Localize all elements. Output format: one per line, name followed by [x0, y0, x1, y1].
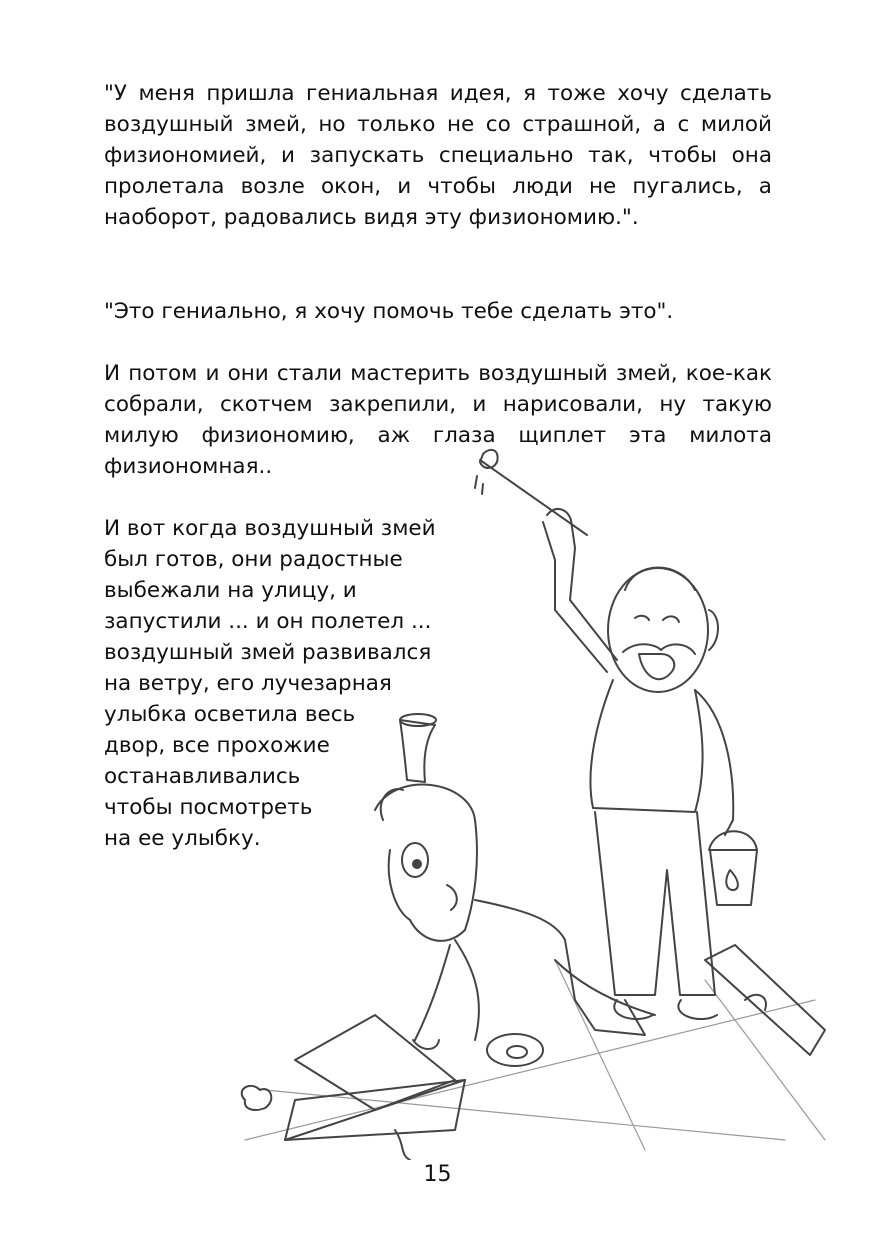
text-line: двор, все прохожие — [104, 733, 330, 758]
text-line: воздушный змей развивался — [104, 640, 432, 665]
paragraph-kite-idea: "У меня пришла гениальная идея, я тоже хочу сделать воздушный змей, но только не со страшной, а с милой физиономией, и запускать специально так, чтобы она пролетала возле окон, и чтобы люди не пугались, а наоборот, радовались видя эту физиономию.". — [104, 81, 772, 230]
text-line: И вот когда воздушный змей — [104, 516, 436, 541]
paragraph-help-reply: "Это гениально, я хочу помочь тебе сделать это". — [104, 299, 674, 324]
painter-man-icon — [543, 509, 757, 1019]
text-line: на ее улыбку. — [104, 826, 261, 851]
text-line: на ветру, его лучезарная — [104, 671, 392, 696]
text-line: запустили ... и он полетел ... — [104, 609, 432, 634]
text-line: выбежали на улицу, и — [104, 578, 357, 603]
wooden-plank-icon — [705, 945, 825, 1055]
text-line: чтобы посмотреть — [104, 795, 313, 820]
tape-roll-icon — [487, 1034, 543, 1066]
paragraph-making-kite: И потом и они стали мастерить воздушный змей, кое-как собрали, скотчем закрепили, и нарисовали, ну такую милую физиономию, аж глаза щиплет эта милота физиономная.. — [104, 361, 772, 479]
kite-paper-icon — [285, 1015, 465, 1160]
text-line: останавливались — [104, 764, 301, 789]
paint-brush-icon — [475, 450, 587, 535]
floor-lines-icon — [245, 960, 825, 1150]
text-line: был готов, они радостные — [104, 547, 403, 572]
page-number: 15 — [423, 1162, 452, 1187]
sketch-illustration — [225, 440, 835, 1160]
kneeling-man-icon — [375, 714, 655, 1049]
text-line: улыбка осветила весь — [104, 702, 356, 727]
scribble-icon — [242, 1086, 272, 1110]
